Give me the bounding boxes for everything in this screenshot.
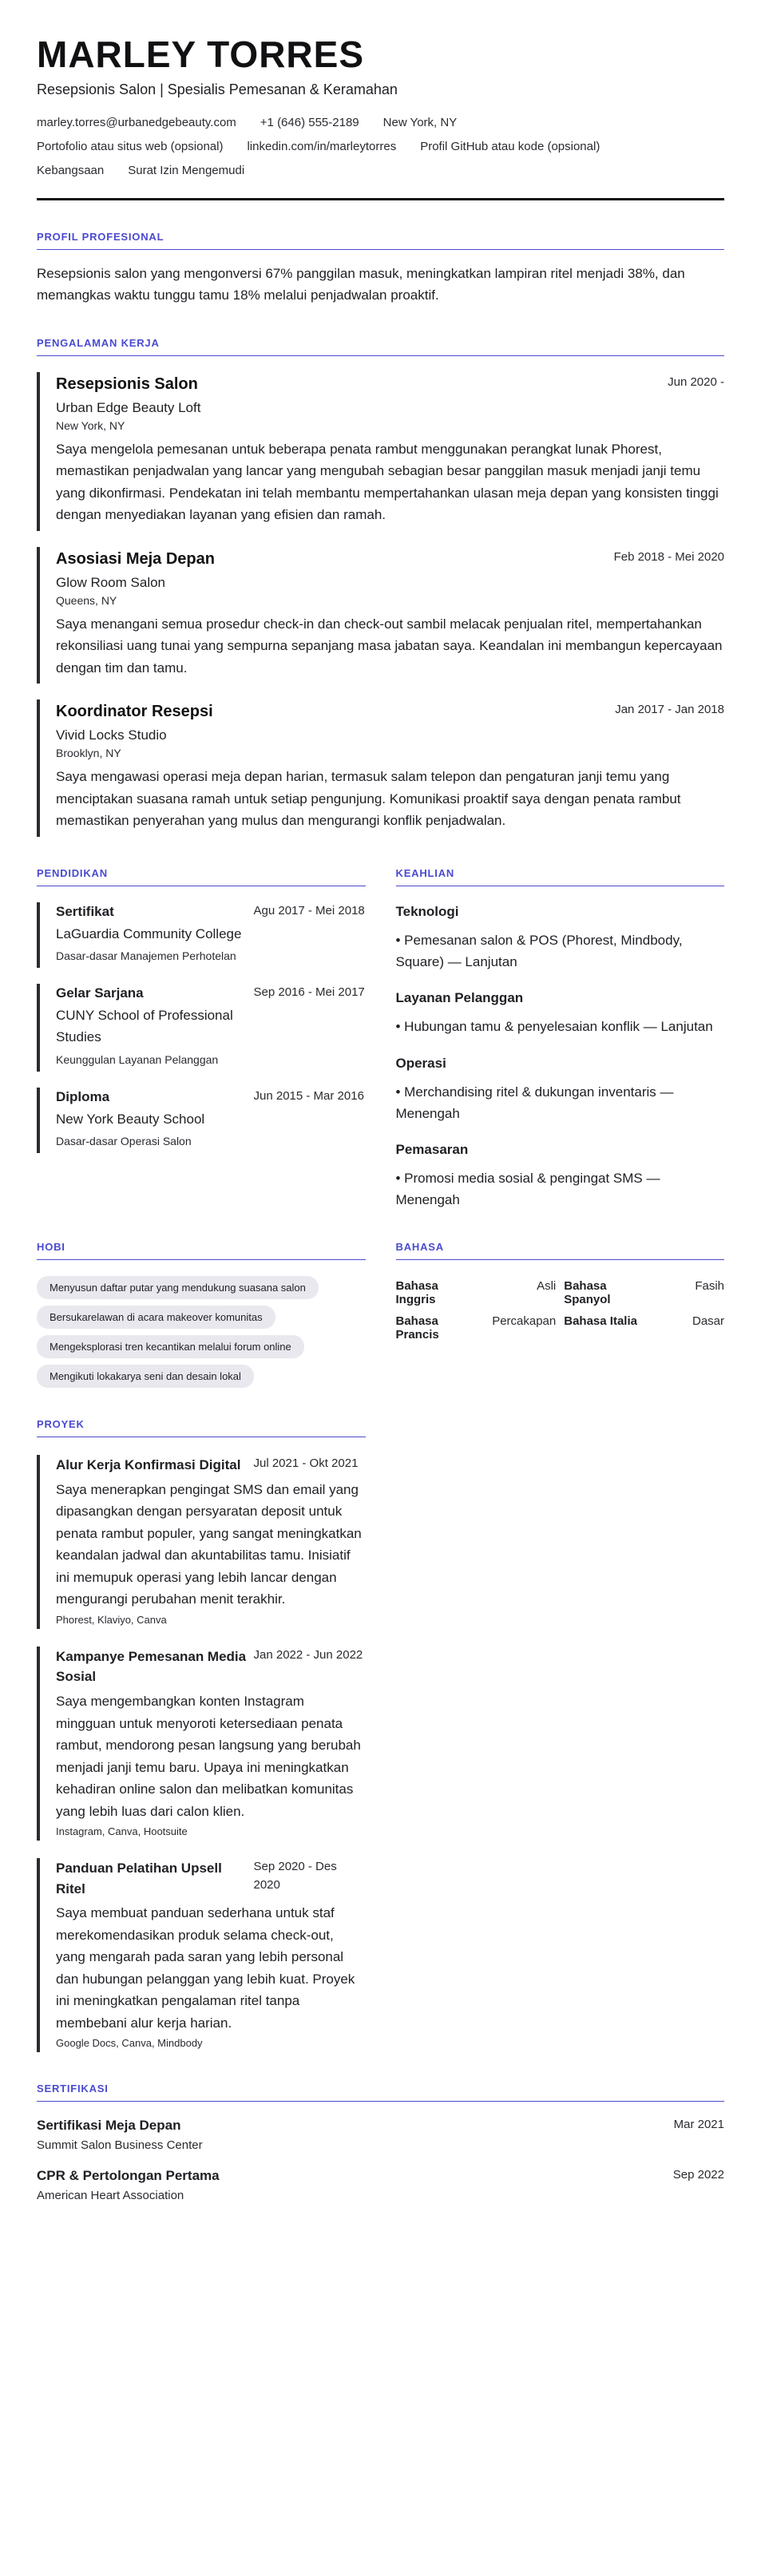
project-title: Panduan Pelatihan Upsell Ritel (56, 1861, 222, 1896)
language-level: Fasih (695, 1279, 724, 1294)
language-name: Bahasa Italia (564, 1314, 637, 1329)
skill-item: • Hubungan tamu & penyelesaian konflik — Lanjutan (395, 1019, 713, 1035)
job-company: Vivid Locks Studio (56, 727, 167, 743)
language-name: Bahasa Spanyol (564, 1279, 611, 1307)
job-entry (37, 547, 724, 684)
language-name: Bahasa Inggris (395, 1279, 438, 1307)
languages-section (396, 1241, 725, 1388)
language-level: Dasar (692, 1314, 724, 1329)
job-date: Jun 2020 - (668, 375, 724, 389)
education-entry (37, 902, 366, 968)
edu-date: Sep 2016 - Mei 2017 (253, 985, 365, 1000)
certifications-section (37, 2083, 724, 2202)
profile-summary: Resepsionis salon yang mengonversi 67% panggilan masuk, meningkatkan lampiran ritel menjadi 38%, dan memangkas waktu tunggu tamu 18% melalui penjadwalan proaktif. (37, 266, 685, 303)
skill-item: • Pemesanan salon & POS (Phorest, Mindbody, Square) — Lanjutan (395, 932, 683, 970)
edu-degree: Gelar Sarjana (56, 985, 144, 1001)
education-section (37, 867, 366, 1211)
project-title: Kampanye Pemesanan Media Sosial (56, 1648, 247, 1685)
hobby-tag: Bersukarelawan di acara makeover komunitas (37, 1306, 275, 1329)
edu-school: CUNY School of Professional Studies (56, 1008, 233, 1045)
job-description: Saya menangani semua prosedur check-in dan check-out sambil melacak penjualan ritel, mempertahankan rekonsiliasi uang tunai yang sempurna sepanjang masa jabatan saya. Keandalan ini membangun kepercayaan dengan tim dan tamu. (56, 616, 723, 676)
hobby-tag: Menyusun daftar putar yang mendukung suasana salon (37, 1276, 319, 1299)
section-title: SERTIFIKASI (37, 2083, 724, 2102)
candidate-name: MARLEY TORRES (37, 34, 365, 75)
job-location: Queens, NY (56, 593, 117, 607)
education-entry (37, 984, 366, 1071)
project-date: Jan 2022 - Jun 2022 (253, 1647, 363, 1662)
language-item (564, 1314, 724, 1342)
job-role: Asosiasi Meja Depan (56, 549, 215, 568)
cert-date: Mar 2021 (673, 2118, 724, 2132)
edu-field: Dasar-dasar Operasi Salon (56, 1134, 192, 1147)
cert-issuer: American Heart Association (37, 2189, 184, 2203)
hobby-tag: Mengeksplorasi tren kecantikan melalui forum online (37, 1335, 304, 1358)
project-date: Jul 2021 - Okt 2021 (253, 1456, 359, 1471)
skill-category: Layanan Pelanggan (395, 990, 524, 1006)
language-item (396, 1279, 557, 1306)
section-title: PENDIDIKAN (37, 867, 366, 886)
job-date: Feb 2018 - Mei 2020 (613, 549, 724, 564)
job-date: Jan 2017 - Jan 2018 (615, 703, 724, 717)
skill-item: • Merchandising ritel & dukungan inventaris — Menengah (395, 1084, 674, 1121)
skill-category: Teknologi (395, 903, 459, 919)
project-entry (37, 1858, 366, 2052)
language-name: Bahasa Prancis (395, 1314, 439, 1342)
skill-category: Operasi (395, 1055, 446, 1071)
hobby-list (37, 1276, 366, 1388)
project-entry (37, 1455, 366, 1629)
edu-school: LaGuardia Community College (56, 925, 242, 941)
hobbies-section (37, 1241, 366, 1388)
header-divider (37, 198, 724, 200)
cert-name: Sertifikasi Meja Depan (37, 2118, 181, 2134)
job-description: Saya mengawasi operasi meja depan harian, termasuk salam telepon dan pengaturan janji temu yang menciptakan suasana ramah untuk setiap pengunjung. Komunikasi proaktif saya dengan penata rambut memastikan penyerahan yang mulus dan mengurangi konflik penjadwalan. (56, 769, 681, 829)
cert-issuer: Summit Salon Business Center (37, 2138, 203, 2153)
project-tech: Google Docs, Canva, Mindbody (56, 2037, 203, 2050)
edu-degree: Sertifikat (56, 903, 114, 919)
two-column-area (37, 1241, 724, 1388)
skills-section (396, 867, 725, 1211)
project-description: Saya membuat panduan sederhana untuk staf merekomendasikan produk selama check-out, yang mengarah pada saran yang lebih personal dan hubungan pelanggan yang lebih kuat. Proyek ini meningkatkan pengalaman ritel tanpa membebani alur kerja harian. (56, 1905, 355, 2031)
language-item (396, 1314, 557, 1342)
section-title: BAHASA (396, 1241, 725, 1260)
phone-number: +1 (646) 555-2189 (260, 116, 359, 130)
cert-name: CPR & Pertolongan Pertama (37, 2168, 220, 2184)
drivers-license: Surat Izin Mengemudi (128, 164, 245, 178)
project-tech: Instagram, Canva, Hootsuite (56, 1825, 188, 1838)
edu-date: Jun 2015 - Mar 2016 (253, 1088, 364, 1103)
job-role: Resepsionis Salon (56, 375, 198, 393)
empty-column (396, 1418, 725, 2052)
project-tech: Phorest, Klaviyo, Canva (56, 1613, 167, 1626)
project-entry (37, 1647, 366, 1841)
email-link[interactable]: marley.torres@urbanedgebeauty.com (37, 116, 236, 130)
job-company: Glow Room Salon (56, 574, 166, 590)
edu-school: New York Beauty School (56, 1111, 205, 1127)
nationality: Kebangsaan (37, 164, 105, 178)
skill-item: • Promosi media sosial & pengingat SMS — Menengah (395, 1170, 660, 1208)
job-company: Urban Edge Beauty Loft (56, 399, 201, 415)
project-date: Sep 2020 - Des 2020 (253, 1860, 337, 1892)
language-level: Asli (537, 1279, 557, 1294)
two-column-area (37, 867, 724, 1211)
job-description: Saya mengelola pemesanan untuk beberapa penata rambut menggunakan perangkat lunak Phorest, memastikan penjadwalan yang lancar yang mengubah sebagian besar panggilan masuk menjadi janji temu yang dikonfirmasi. Pendekatan ini telah membantu mempertahankan ulasan meja depan yang konsisten tinggi dengan menyediakan layanan yang efisien dan ramah. (56, 441, 719, 523)
job-location: Brooklyn, NY (56, 747, 121, 760)
project-description: Saya menerapkan pengingat SMS dan email yang dipasangkan dengan persyaratan deposit untuk penata rambut populer, yang sangat meningkatkan keandalan jadwal dan akuntabilitas tamu. Inisiatif ini memupuk operasi yang lebih lancar dengan mengurangi perubahan menit terakhir. (56, 1481, 362, 1607)
skill-category: Pemasaran (395, 1141, 469, 1157)
two-column-area (37, 1418, 724, 2052)
experience-section (37, 337, 724, 837)
links-row (37, 140, 724, 153)
section-title: PROYEK (37, 1418, 366, 1437)
portfolio-link[interactable]: Portofolio atau situs web (opsional) (37, 140, 224, 154)
github-link[interactable]: Profil GitHub atau kode (opsional) (420, 140, 600, 154)
section-title: PROFIL PROFESIONAL (37, 231, 724, 250)
edu-field: Keunggulan Layanan Pelanggan (56, 1052, 219, 1066)
job-entry (37, 699, 724, 837)
certification-entry (37, 2168, 724, 2202)
certification-entry (37, 2118, 724, 2152)
linkedin-link[interactable]: linkedin.com/in/marleytorres (247, 140, 397, 154)
language-item (564, 1279, 724, 1306)
education-entry (37, 1088, 366, 1153)
job-location: New York, NY (56, 418, 125, 432)
language-list (396, 1279, 725, 1342)
resume-header (37, 35, 724, 200)
job-role: Koordinator Resepsi (56, 703, 213, 721)
contact-row (37, 116, 724, 129)
section-title: HOBI (37, 1241, 366, 1260)
edu-field: Dasar-dasar Manajemen Perhotelan (56, 949, 236, 963)
job-entry (37, 372, 724, 531)
cert-date: Sep 2022 (672, 2168, 724, 2182)
edu-date: Agu 2017 - Mei 2018 (253, 903, 365, 917)
language-level: Percakapan (492, 1314, 557, 1329)
project-title: Alur Kerja Konfirmasi Digital (56, 1457, 241, 1473)
extra-info-row (37, 164, 724, 177)
edu-degree: Diploma (56, 1088, 110, 1104)
location: New York, NY (382, 116, 458, 130)
profile-section (37, 231, 724, 306)
projects-section (37, 1418, 366, 2052)
section-title: KEAHLIAN (396, 867, 725, 886)
section-title: PENGALAMAN KERJA (37, 337, 724, 356)
project-description: Saya mengembangkan konten Instagram mingguan untuk menyoroti ketersediaan penata rambut, mendorong pesan langsung yang berubah menjadi janji temu baru. Upaya ini meningkatkan kehadiran online salon dan melibatkan komunitas yang lebih luas dari calon klien. (56, 1693, 361, 1819)
headline: Resepsionis Salon | Spesialis Pemesanan & Keramahan (37, 81, 398, 98)
hobby-tag: Mengikuti lokakarya seni dan desain lokal (37, 1365, 254, 1388)
